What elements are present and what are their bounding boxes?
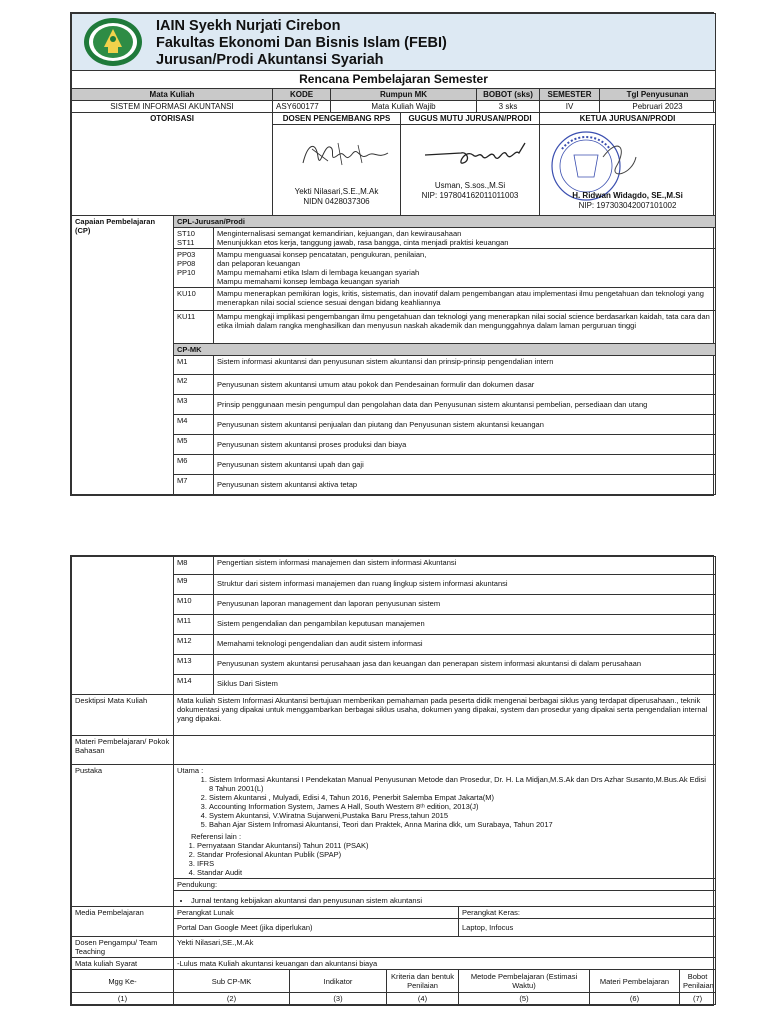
head-name: H. Ridwan Widagdo, SE.,M.Si xyxy=(572,191,683,200)
page-1 xyxy=(70,12,714,496)
cpmk-row: M14 Siklus Dari Sistem xyxy=(72,675,716,695)
head-id: NIP: 197303042007101002 xyxy=(578,201,677,210)
reference-item: 4. Standar Audit xyxy=(197,868,712,877)
description-text: Mata kuliah Sistem Informasi Akuntansi bertujuan memberikan pemahaman pada peserta didik mengenai berbagai siklus yang terdapat diperusahaan., teknik dokumentasi yang dipakai untuk menggambarkan berbagai siklus usaha, dokumen yang dipakai, system dan prosedur yang dipakai serta pengendalian internal yang dipakai. xyxy=(174,695,716,736)
department-name: Jurusan/Prodi Akuntansi Syariah xyxy=(156,52,384,68)
hardware-label: Perangkat Keras: xyxy=(459,907,716,919)
cp-label: Capaian Pembelajaran (CP) xyxy=(72,216,174,495)
media-label: Media Pembelajaran xyxy=(72,907,174,937)
learning-outcomes-table xyxy=(71,215,716,495)
reference-item: 5. Bahan Ajar Sistem Infromasi Akuntansi, Teori dan Praktek, Anna Marina dkk, um Surabaya, Tahun 2017 xyxy=(209,820,712,829)
institution-name: IAIN Syekh Nurjati Cirebon xyxy=(156,18,341,34)
software-label: Perangkat Lunak xyxy=(174,907,459,919)
cpl-row: ST10 ST11 Menginternalisasi semangat kemandirian, kejuangan, dan kewirausahaan Menunjukkan etos kerja, tanggung jawab, rasa bangga, cinta menjadi praktisi keuangan xyxy=(72,228,716,249)
cpl-row: KU11 Mampu mengkaji implikasi pengembangan ilmu pengetahuan dan teknologi yang menerapkan nilai social science berdasarkan kaidah, tata cara dan etika ilmiah dalam rangka menghasilkan dan menyusun naskah akademik dan mengunggahnya dalam laman perguruan tinggi xyxy=(72,311,716,344)
support-item: • Jurnal tentang kebijakan akuntansi dan penyusunan sistem akuntansi xyxy=(191,896,712,905)
course-group: Mata Kuliah Wajib xyxy=(331,101,477,113)
qa-id: NIP: 197804162011011003 xyxy=(421,191,519,200)
hardware-value: Laptop, Infocus xyxy=(459,919,716,937)
reference-item: 1. Sistem Informasi Akuntansi I Pendekatan Manual Penyusunan Metode dan Prosedur, Dr. H. La Midjan,M.S.Ak dan Drs Azhar Susanto,M.Bus.Ak Edisi 8 Tahun 2001(L) xyxy=(209,775,712,793)
cpmk-row: M3 Prinsip penggunaan mesin pengumpul dan pengolahan data dan Penyusunan sistem akuntansi pembelian, persediaan dan utang xyxy=(72,395,716,415)
cpmk-row: M2 Penyusunan sistem akuntansi umum atau pokok dan Pendesainan formulir dan dokumen dasar xyxy=(72,375,716,395)
col-header-date: Tgl Penyusunan xyxy=(600,89,716,101)
reference-item: 3. IFRS xyxy=(197,859,712,868)
materials-text xyxy=(174,736,716,765)
software-value: Portal Dan Google Meet (jika diperlukan) xyxy=(174,919,459,937)
support-label: Pendukung: xyxy=(174,879,716,891)
course-credits: 3 sks xyxy=(477,101,540,113)
cpl-row: KU10 Mampu menerapkan pemikiran logis, kritis, sistematis, dan inovatif dalam pengembangan atau implementasi ilmu pengetahuan dan teknologi yang menerapkan nilai social science sesuai dengan bidang keahliannya xyxy=(72,288,716,311)
schedule-number-row: (1) (2) (3) (4) (5) (6) (7) xyxy=(72,993,716,1005)
page-2 xyxy=(70,555,714,1006)
faculty-name: Fakultas Ekonomi Dan Bisnis Islam (FEBI) xyxy=(156,35,447,51)
cpmk-row: M1 Sistem informasi akuntansi dan penyusunan sistem akuntansi dan prinsip-prinsip pengendalian intern xyxy=(72,356,716,375)
team-value: Yekti Nilasari,SE.,M.Ak xyxy=(174,937,716,958)
authorization-label: OTORISASI xyxy=(72,113,273,216)
reference-item: 4. System Akuntansi, V.Wiratna Sujarweni,Pustaka Baru Press,tahun 2015 xyxy=(209,811,712,820)
institution-header xyxy=(72,14,716,71)
cpmk-header: CP-MK xyxy=(174,344,716,356)
dev-signature xyxy=(298,135,398,175)
col-header-group: Rumpun MK xyxy=(331,89,477,101)
main-reference-list xyxy=(177,775,712,829)
course-name: SISTEM INFORMASI AKUNTANSI xyxy=(72,101,273,113)
cpmk-row: M12 Memahami teknologi pengendalian dan audit sistem informasi xyxy=(72,635,716,655)
cpmk-row: M5 Penyusunan sistem akuntansi proses produksi dan biaya xyxy=(72,435,716,455)
col-header-code: KODE xyxy=(273,89,331,101)
reference-item: 1. Pernyataan Standar Akuntansi) Tahun 2011 (PSAK) xyxy=(197,841,712,850)
cpmk-row: M8 Pengertian sistem informasi manajemen dan sistem informasi Akuntansi xyxy=(72,557,716,575)
qa-name: Usman, S.sos.,M.Si xyxy=(434,181,506,190)
page2-table xyxy=(71,556,716,1005)
qa-signature xyxy=(421,139,531,175)
course-date: Pebruari 2023 xyxy=(600,101,716,113)
library-label: Pustaka xyxy=(72,765,174,907)
cpmk-row: M7 Penyusunan sistem akuntansi aktiva tetap xyxy=(72,475,716,495)
dev-id: NIDN 0428037306 xyxy=(303,197,370,206)
materials-label: Materi Pembelajaran/ Pokok Bahasan xyxy=(72,736,174,765)
reference-item: 2. Sistem Akuntansi , Mulyadi, Edisi 4, Tahun 2016, Penerbit Salemba Empat Jakarta(M) xyxy=(209,793,712,802)
cpl-row: PP03 PP08 PP10 Mampu menguasai konsep pencatatan, pengukuran, penilaian, dan pelaporan keuangan Mampu memahami etika Islam di lembaga keuangan syariah Mampu memahami konsep lembaga keuangan syariah xyxy=(72,249,716,288)
description-label: Desktipsi Mata Kuliah xyxy=(72,695,174,736)
cpmk-row: M10 Penyusunan laporan management dan laporan penyusunan sistem xyxy=(72,595,716,615)
prereq-label: Mata kuliah Syarat xyxy=(72,958,174,970)
reference-item: 3. Accounting Information System, James A Hall, South Western 8ᵗʰ edition, 2013(J) xyxy=(209,802,712,811)
reference-item: 2. Standar Profesional Akuntan Publik (SPAP) xyxy=(197,850,712,859)
head-label: KETUA JURUSAN/PRODI xyxy=(540,113,716,125)
rps-header-table xyxy=(71,13,716,216)
head-signature-cell xyxy=(540,125,716,216)
team-label: Dosen Pengampu/ Team Teaching xyxy=(72,937,174,958)
col-header-credits: BOBOT (sks) xyxy=(477,89,540,101)
schedule-header-row: Mgg Ke- Sub CP-MK Indikator Kriteria dan bentuk Penilaian Metode Pembelajaran (Estimasi Waktu) Materi Pembelajaran Bobot Penilaian xyxy=(72,970,716,993)
col-header-semester: SEMESTER xyxy=(540,89,600,101)
col-header-course: Mata Kuliah xyxy=(72,89,273,101)
cpmk-row: M4 Penyusunan sistem akuntansi penjualan dan piutang dan Penyusunan sistem akuntansi keuangan xyxy=(72,415,716,435)
dev-signature-cell xyxy=(273,125,401,216)
cpmk-row: M6 Penyusunan sistem akuntansi upah dan gaji xyxy=(72,455,716,475)
other-reference-list xyxy=(177,841,712,877)
course-semester: IV xyxy=(540,101,600,113)
cpmk-row: M9 Struktur dari sistem informasi manajemen dan ruang lingkup sistem informasi akuntansi xyxy=(72,575,716,595)
cpmk-row: M13 Penyusunan system akuntansi perusahaan jasa dan keuangan dan penerapan sistem informasi akuntansi di dalam perusahaan xyxy=(72,655,716,675)
dev-name: Yekti Nilasari,S.E.,M.Ak xyxy=(294,187,379,196)
qa-label: GUGUS MUTU JURUSAN/PRODI xyxy=(401,113,540,125)
cpmk-row: M11 Sistem pengendalian dan pengambilan keputusan manajemen xyxy=(72,615,716,635)
document-title: Rencana Pembelajaran Semester xyxy=(72,71,716,89)
prereq-value: -Lulus mata Kuliah akuntansi keuangan dan akuntansi biaya xyxy=(174,958,716,970)
course-code: ASY600177 xyxy=(273,101,331,113)
library-main: Utama : 1. Sistem Informasi Akuntansi I Pendekatan Manual Penyusunan Metode dan Prosedur, Dr. H. La Midjan,M.S.Ak dan Drs Azhar Susanto,M.Bus.Ak Edisi 8 Tahun 2001(L) 2. Sistem Akuntansi , Mulyadi, Edisi 4, Tahun 2016, Penerbit Salemba Empat Jakarta(M) 3. Accounting Information System, James A Hall, South Western 8ᵗʰ edition, 2013(J) 4. System Akuntansi, V.Wiratna Sujarweni,Pustaka Baru Press,tahun 2015 5. Bahan Ajar Sistem Infromasi Akuntansi, Teori dan Praktek, Anna Marina dkk, um Surabaya, Tahun 2017 Referensi lain : 1. Pernyataan Standar Akuntansi) Tahun 2011 (PSAK) 2. Standar Profesional Akuntan Publik (SPAP) 3. IFRS 4. Standar Audit xyxy=(174,765,716,879)
qa-signature-cell xyxy=(401,125,540,216)
cpl-header: CPL-Jurusan/Prodi xyxy=(174,216,716,228)
dev-label: DOSEN PENGEMBANG RPS xyxy=(273,113,401,125)
university-logo xyxy=(82,17,144,67)
